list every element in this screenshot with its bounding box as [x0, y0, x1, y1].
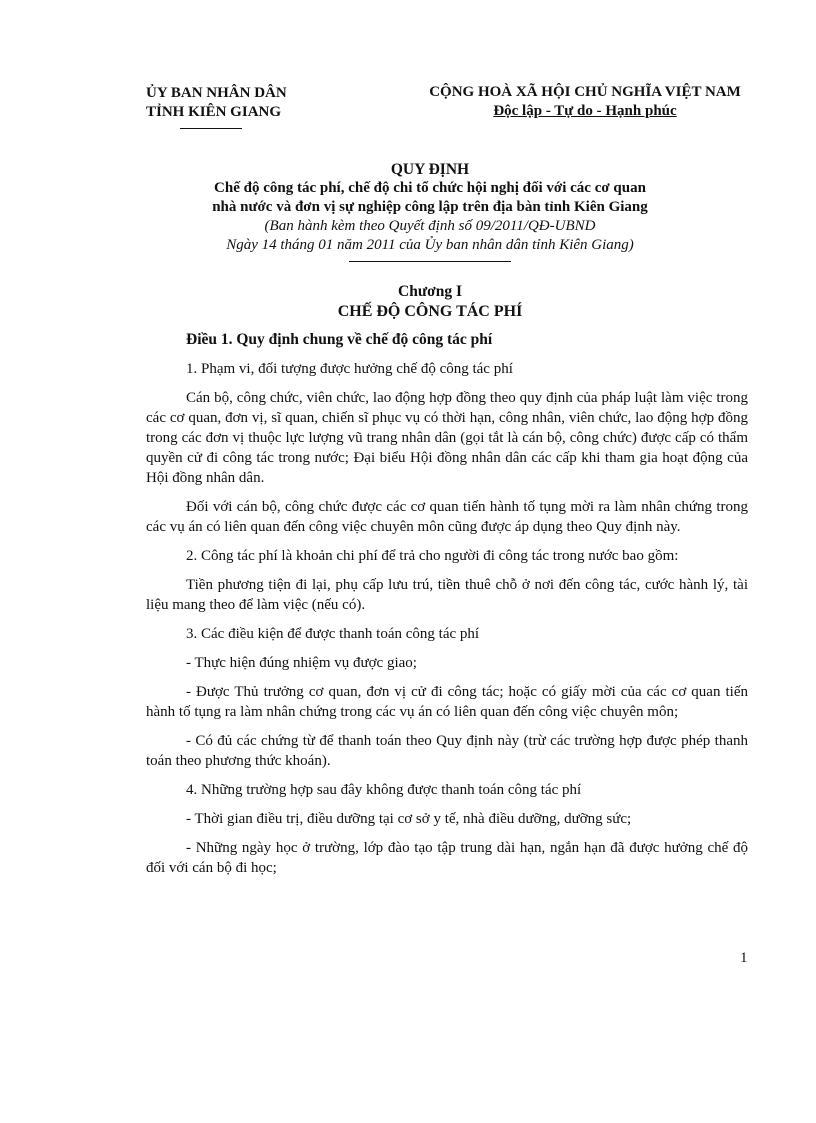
- paragraph: 3. Các điều kiện để được thanh toán công tác phí: [186, 626, 480, 642]
- paragraph: 2. Công tác phí là khoản chi phí để trả cho người đi công tác trong nước bao gồm:: [186, 548, 679, 564]
- chapter-title: CHẾ ĐỘ CÔNG TÁC PHÍ: [337, 303, 523, 320]
- paragraph: Đối với cán bộ, công chức được các cơ quan tiến hành tố tụng mời ra làm nhân chứng trong các vụ án có liên quan đến công việc chuyên môn cũng được áp dụng theo Quy định này.: [146, 499, 748, 535]
- document-title-block: [150, 160, 710, 262]
- title-divider: [349, 261, 511, 262]
- paragraph: - Có đủ các chứng từ để thanh toán theo Quy định này (trừ các trường hợp được phép thanh toán theo phương thức khoán).: [146, 733, 748, 769]
- agency-line-1: ỦY BAN NHÂN DÂN: [146, 85, 287, 101]
- issuance-note-line-2: Ngày 14 tháng 01 năm 2011 của Ủy ban nhân dân tỉnh Kiên Giang): [226, 237, 634, 253]
- issuing-agency: [146, 84, 287, 129]
- agency-divider: [180, 128, 242, 129]
- paragraph: Tiền phương tiện đi lại, phụ cấp lưu trú, tiền thuê chỗ ở nơi đến công tác, cước hành lý, tài liệu mang theo để làm việc (nếu có).: [146, 577, 748, 613]
- paragraph: 4. Những trường hợp sau đây không được thanh toán công tác phí: [186, 782, 582, 798]
- chapter-number: Chương I: [398, 283, 462, 300]
- document-body: [146, 330, 748, 887]
- paragraph: - Thời gian điều trị, điều dưỡng tại cơ sở y tế, nhà điều dưỡng, dưỡng sức;: [186, 811, 632, 827]
- article-heading: Điều 1. Quy định chung về chế độ công tác phí: [186, 331, 493, 348]
- paragraph: 1. Phạm vi, đối tượng được hưởng chế độ công tác phí: [186, 361, 513, 377]
- paragraph: - Được Thủ trưởng cơ quan, đơn vị cử đi công tác; hoặc có giấy mời của các cơ quan tiến hành tố tụng ra làm nhân chứng trong các vụ án có liên quan đến công việc chuyên môn;: [146, 684, 748, 720]
- issuance-note-line-1: (Ban hành kèm theo Quyết định số 09/2011/QĐ-UBND: [264, 218, 596, 234]
- chapter-heading: [150, 282, 710, 322]
- country-name: CỘNG HOÀ XÃ HỘI CHỦ NGHĨA VIỆT NAM: [429, 84, 741, 100]
- national-header: [392, 83, 778, 121]
- document-subject-line-1: Chế độ công tác phí, chế độ chi tổ chức hội nghị đối với các cơ quan: [214, 180, 646, 196]
- national-motto: Độc lập - Tự do - Hạnh phúc: [493, 103, 677, 119]
- page-number: 1: [740, 950, 748, 966]
- paragraph: Cán bộ, công chức, viên chức, lao động hợp đồng theo quy định của pháp luật làm việc trong các cơ quan, đơn vị, sĩ quan, chiến sĩ phục vụ có thời hạn, công nhân, viên chức, lao động hợp đồng trong các đơn vị thuộc lực lượng vũ trang nhân dân (gọi tắt là cán bộ, công chức) được cấp có thẩm quyền cử đi công tác trong nước; Đại biểu Hội đồng nhân dân các cấp khi tham gia hoạt động của Hội đồng nhân dân.: [146, 390, 748, 486]
- paragraph: - Thực hiện đúng nhiệm vụ được giao;: [186, 655, 417, 671]
- agency-line-2: TỈNH KIÊN GIANG: [146, 104, 282, 120]
- document-subject-line-2: nhà nước và đơn vị sự nghiệp công lập trên địa bàn tỉnh Kiên Giang: [212, 199, 648, 215]
- paragraph: - Những ngày học ở trường, lớp đào tạo tập trung dài hạn, ngắn hạn đã được hưởng chế độ đối với cán bộ đi học;: [146, 840, 748, 876]
- document-title: QUY ĐỊNH: [390, 161, 470, 178]
